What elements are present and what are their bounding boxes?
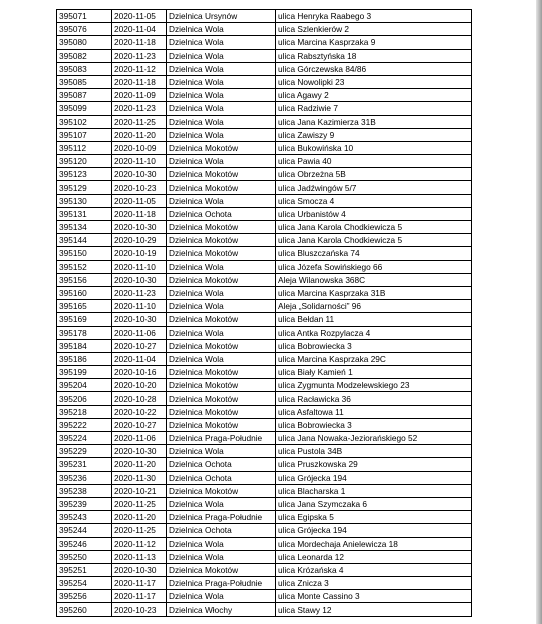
cell-id: 395238 (57, 484, 112, 497)
table-row (57, 49, 472, 62)
cell-id: 395236 (57, 471, 112, 484)
data-table (56, 9, 472, 617)
cell-district: Dzielnica Wola (167, 128, 276, 141)
cell-district: Dzielnica Praga-Południe (167, 432, 276, 445)
table-row (57, 273, 472, 286)
cell-date: 2020-10-22 (112, 405, 167, 418)
page-edge-shadow (536, 0, 542, 624)
cell-date: 2020-10-27 (112, 339, 167, 352)
table-row (57, 511, 472, 524)
cell-date: 2020-11-18 (112, 75, 167, 88)
cell-address: ulica Marcina Kasprzaka 9 (276, 36, 472, 49)
cell-id: 395199 (57, 366, 112, 379)
cell-id: 395087 (57, 89, 112, 102)
table-row (57, 36, 472, 49)
table-row (57, 300, 472, 313)
cell-district: Dzielnica Wola (167, 445, 276, 458)
cell-id: 395243 (57, 511, 112, 524)
cell-id: 395129 (57, 181, 112, 194)
cell-address: ulica Bobrowiecka 3 (276, 418, 472, 431)
cell-address: Aleja „Solidarności” 96 (276, 300, 472, 313)
cell-district: Dzielnica Wola (167, 550, 276, 563)
cell-id: 395080 (57, 36, 112, 49)
cell-date: 2020-11-04 (112, 23, 167, 36)
cell-district: Dzielnica Wola (167, 102, 276, 115)
table-row (57, 234, 472, 247)
cell-id: 395107 (57, 128, 112, 141)
cell-address: ulica Jana Karola Chodkiewicza 5 (276, 234, 472, 247)
cell-date: 2020-10-30 (112, 445, 167, 458)
cell-address: ulica Agawy 2 (276, 89, 472, 102)
cell-id: 395123 (57, 168, 112, 181)
cell-date: 2020-11-17 (112, 590, 167, 603)
cell-district: Dzielnica Wola (167, 115, 276, 128)
cell-id: 395076 (57, 23, 112, 36)
cell-date: 2020-11-12 (112, 537, 167, 550)
cell-district: Dzielnica Wola (167, 62, 276, 75)
cell-address: ulica Jana Szymczaka 6 (276, 497, 472, 510)
cell-id: 395239 (57, 497, 112, 510)
cell-address: ulica Bobrowiecka 3 (276, 339, 472, 352)
table-row (57, 550, 472, 563)
cell-address: ulica Blacharska 1 (276, 484, 472, 497)
cell-id: 395254 (57, 577, 112, 590)
cell-address: ulica Asfaltowa 11 (276, 405, 472, 418)
table-row (57, 23, 472, 36)
cell-address: ulica Jana Kazimierza 31B (276, 115, 472, 128)
cell-date: 2020-10-23 (112, 603, 167, 616)
cell-date: 2020-11-09 (112, 89, 167, 102)
table-body (57, 10, 472, 617)
cell-address: ulica Krózańska 4 (276, 563, 472, 576)
cell-address: ulica Smocza 4 (276, 194, 472, 207)
table-row (57, 432, 472, 445)
cell-district: Dzielnica Włochy (167, 603, 276, 616)
cell-id: 395156 (57, 273, 112, 286)
cell-address: ulica Nowolipki 23 (276, 75, 472, 88)
cell-district: Dzielnica Mokotów (167, 221, 276, 234)
cell-address: ulica Znicza 3 (276, 577, 472, 590)
cell-id: 395112 (57, 141, 112, 154)
table-row (57, 603, 472, 616)
table-row (57, 379, 472, 392)
cell-date: 2020-10-23 (112, 181, 167, 194)
cell-district: Dzielnica Mokotów (167, 273, 276, 286)
cell-id: 395250 (57, 550, 112, 563)
table-row (57, 115, 472, 128)
cell-date: 2020-11-23 (112, 102, 167, 115)
cell-district: Dzielnica Mokotów (167, 339, 276, 352)
table-row (57, 352, 472, 365)
table-row (57, 141, 472, 154)
cell-district: Dzielnica Mokotów (167, 484, 276, 497)
table-row (57, 247, 472, 260)
table-row (57, 366, 472, 379)
cell-district: Dzielnica Mokotów (167, 366, 276, 379)
cell-address: ulica Józefa Sowińskiego 66 (276, 260, 472, 273)
cell-date: 2020-11-10 (112, 260, 167, 273)
cell-date: 2020-11-04 (112, 352, 167, 365)
cell-date: 2020-10-29 (112, 234, 167, 247)
cell-id: 395256 (57, 590, 112, 603)
cell-date: 2020-11-06 (112, 432, 167, 445)
cell-address: ulica Antka Rozpylacza 4 (276, 326, 472, 339)
cell-id: 395131 (57, 207, 112, 220)
cell-district: Dzielnica Mokotów (167, 405, 276, 418)
cell-address: ulica Bluszczańska 74 (276, 247, 472, 260)
cell-district: Dzielnica Wola (167, 194, 276, 207)
cell-district: Dzielnica Wola (167, 352, 276, 365)
cell-address: ulica Górczewska 84/86 (276, 62, 472, 75)
cell-district: Dzielnica Ochota (167, 471, 276, 484)
cell-district: Dzielnica Mokotów (167, 168, 276, 181)
table-row (57, 577, 472, 590)
cell-address: ulica Pruszkowska 29 (276, 458, 472, 471)
cell-district: Dzielnica Mokotów (167, 563, 276, 576)
cell-date: 2020-10-30 (112, 273, 167, 286)
cell-date: 2020-10-20 (112, 379, 167, 392)
cell-id: 395071 (57, 10, 112, 23)
cell-id: 395218 (57, 405, 112, 418)
cell-address: ulica Egipska 5 (276, 511, 472, 524)
cell-date: 2020-11-20 (112, 511, 167, 524)
cell-district: Dzielnica Mokotów (167, 181, 276, 194)
table-row (57, 392, 472, 405)
cell-id: 395260 (57, 603, 112, 616)
table-row (57, 563, 472, 576)
cell-date: 2020-11-12 (112, 62, 167, 75)
cell-id: 395102 (57, 115, 112, 128)
cell-district: Dzielnica Wola (167, 537, 276, 550)
cell-address: ulica Radziwie 7 (276, 102, 472, 115)
cell-district: Dzielnica Wola (167, 326, 276, 339)
cell-id: 395184 (57, 339, 112, 352)
cell-district: Dzielnica Praga-Południe (167, 511, 276, 524)
cell-address: ulica Grójecka 194 (276, 524, 472, 537)
table-row (57, 168, 472, 181)
table-row (57, 524, 472, 537)
cell-date: 2020-11-05 (112, 10, 167, 23)
cell-address: ulica Pustola 34B (276, 445, 472, 458)
table-row (57, 207, 472, 220)
cell-address: ulica Marcina Kasprzaka 31B (276, 286, 472, 299)
cell-date: 2020-11-20 (112, 128, 167, 141)
cell-date: 2020-11-10 (112, 155, 167, 168)
cell-date: 2020-11-06 (112, 326, 167, 339)
cell-id: 395169 (57, 313, 112, 326)
cell-district: Dzielnica Wola (167, 36, 276, 49)
cell-district: Dzielnica Ochota (167, 207, 276, 220)
cell-address: ulica Pawia 40 (276, 155, 472, 168)
cell-id: 395244 (57, 524, 112, 537)
cell-date: 2020-10-28 (112, 392, 167, 405)
cell-date: 2020-11-30 (112, 471, 167, 484)
table-row (57, 89, 472, 102)
cell-date: 2020-11-23 (112, 286, 167, 299)
cell-id: 395186 (57, 352, 112, 365)
cell-address: ulica Zygmunta Modzelewskiego 23 (276, 379, 472, 392)
cell-district: Dzielnica Mokotów (167, 247, 276, 260)
cell-address: ulica Racławicka 36 (276, 392, 472, 405)
table-row (57, 221, 472, 234)
table-row (57, 590, 472, 603)
cell-district: Dzielnica Wola (167, 497, 276, 510)
cell-id: 395082 (57, 49, 112, 62)
cell-id: 395204 (57, 379, 112, 392)
table-row (57, 497, 472, 510)
cell-date: 2020-10-30 (112, 221, 167, 234)
cell-address: ulica Grójecka 194 (276, 471, 472, 484)
table-row (57, 260, 472, 273)
cell-district: Dzielnica Ursynów (167, 10, 276, 23)
cell-id: 395178 (57, 326, 112, 339)
cell-date: 2020-11-10 (112, 300, 167, 313)
table-row (57, 75, 472, 88)
cell-id: 395222 (57, 418, 112, 431)
cell-id: 395083 (57, 62, 112, 75)
table-row (57, 418, 472, 431)
table-row (57, 10, 472, 23)
cell-address: ulica Mordechaja Anielewicza 18 (276, 537, 472, 550)
cell-address: ulica Henryka Raabego 3 (276, 10, 472, 23)
cell-id: 395246 (57, 537, 112, 550)
cell-address: ulica Zawiszy 9 (276, 128, 472, 141)
cell-id: 395120 (57, 155, 112, 168)
cell-date: 2020-11-17 (112, 577, 167, 590)
cell-district: Dzielnica Praga-Południe (167, 577, 276, 590)
cell-district: Dzielnica Wola (167, 286, 276, 299)
table-row (57, 194, 472, 207)
cell-district: Dzielnica Ochota (167, 524, 276, 537)
cell-date: 2020-11-23 (112, 49, 167, 62)
cell-date: 2020-10-09 (112, 141, 167, 154)
cell-address: ulica Leonarda 12 (276, 550, 472, 563)
cell-id: 395224 (57, 432, 112, 445)
cell-address: ulica Biały Kamień 1 (276, 366, 472, 379)
cell-address: ulica Bukowińska 10 (276, 141, 472, 154)
cell-district: Dzielnica Mokotów (167, 418, 276, 431)
cell-id: 395130 (57, 194, 112, 207)
cell-date: 2020-11-18 (112, 207, 167, 220)
cell-district: Dzielnica Ochota (167, 458, 276, 471)
cell-district: Dzielnica Wola (167, 75, 276, 88)
cell-address: ulica Jadźwingów 5/7 (276, 181, 472, 194)
cell-address: ulica Obrzeżna 5B (276, 168, 472, 181)
cell-address: ulica Szlenkierów 2 (276, 23, 472, 36)
cell-district: Dzielnica Wola (167, 260, 276, 273)
cell-address: ulica Bełdan 11 (276, 313, 472, 326)
cell-id: 395134 (57, 221, 112, 234)
cell-district: Dzielnica Mokotów (167, 379, 276, 392)
cell-district: Dzielnica Mokotów (167, 392, 276, 405)
cell-date: 2020-11-25 (112, 524, 167, 537)
cell-id: 395229 (57, 445, 112, 458)
cell-district: Dzielnica Mokotów (167, 234, 276, 247)
cell-date: 2020-11-18 (112, 36, 167, 49)
cell-date: 2020-11-13 (112, 550, 167, 563)
table-row (57, 339, 472, 352)
cell-address: ulica Marcina Kasprzaka 29C (276, 352, 472, 365)
cell-district: Dzielnica Wola (167, 590, 276, 603)
cell-district: Dzielnica Wola (167, 89, 276, 102)
table-row (57, 102, 472, 115)
table-row (57, 62, 472, 75)
cell-id: 395150 (57, 247, 112, 260)
cell-date: 2020-10-21 (112, 484, 167, 497)
table-row (57, 286, 472, 299)
table-row (57, 405, 472, 418)
cell-date: 2020-10-16 (112, 366, 167, 379)
cell-id: 395251 (57, 563, 112, 576)
cell-date: 2020-11-25 (112, 497, 167, 510)
cell-address: Aleja Wilanowska 368C (276, 273, 472, 286)
table-row (57, 326, 472, 339)
cell-id: 395152 (57, 260, 112, 273)
cell-id: 395165 (57, 300, 112, 313)
table-row (57, 458, 472, 471)
cell-id: 395231 (57, 458, 112, 471)
cell-address: ulica Rabsztyńska 18 (276, 49, 472, 62)
cell-district: Dzielnica Mokotów (167, 313, 276, 326)
cell-id: 395160 (57, 286, 112, 299)
cell-address: ulica Urbanistów 4 (276, 207, 472, 220)
document-page (56, 9, 472, 617)
cell-district: Dzielnica Wola (167, 49, 276, 62)
cell-id: 395099 (57, 102, 112, 115)
cell-id: 395144 (57, 234, 112, 247)
cell-date: 2020-10-30 (112, 313, 167, 326)
table-row (57, 313, 472, 326)
cell-address: ulica Monte Cassino 3 (276, 590, 472, 603)
cell-district: Dzielnica Wola (167, 300, 276, 313)
cell-date: 2020-10-19 (112, 247, 167, 260)
cell-date: 2020-11-25 (112, 115, 167, 128)
cell-date: 2020-11-05 (112, 194, 167, 207)
cell-date: 2020-10-27 (112, 418, 167, 431)
cell-district: Dzielnica Wola (167, 155, 276, 168)
table-row (57, 471, 472, 484)
table-row (57, 445, 472, 458)
cell-date: 2020-10-30 (112, 168, 167, 181)
table-row (57, 181, 472, 194)
cell-address: ulica Jana Karola Chodkiewicza 5 (276, 221, 472, 234)
cell-address: ulica Stawy 12 (276, 603, 472, 616)
table-row (57, 128, 472, 141)
table-row (57, 484, 472, 497)
cell-address: ulica Jana Nowaka-Jeziorańskiego 52 (276, 432, 472, 445)
cell-id: 395206 (57, 392, 112, 405)
cell-district: Dzielnica Wola (167, 23, 276, 36)
table-row (57, 155, 472, 168)
cell-district: Dzielnica Mokotów (167, 141, 276, 154)
cell-id: 395085 (57, 75, 112, 88)
cell-date: 2020-11-20 (112, 458, 167, 471)
cell-date: 2020-10-30 (112, 563, 167, 576)
table-row (57, 537, 472, 550)
